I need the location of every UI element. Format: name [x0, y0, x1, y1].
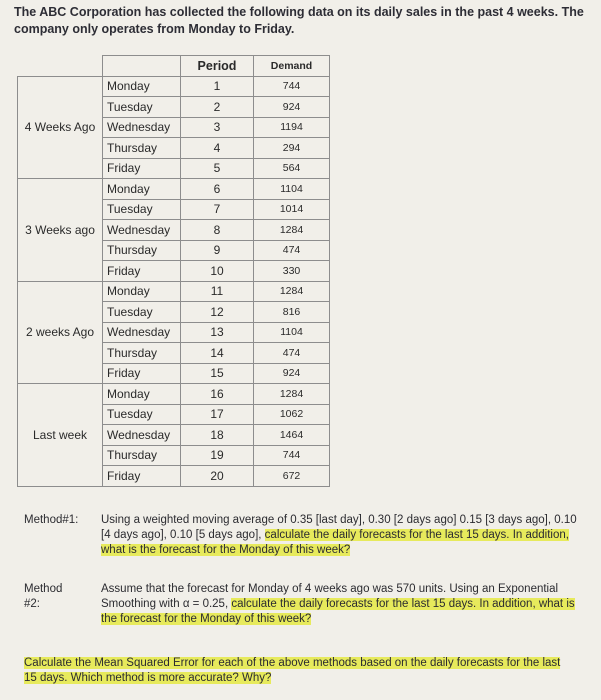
period-cell: 9 — [181, 240, 254, 261]
period-cell: 7 — [181, 199, 254, 220]
demand-cell: 294 — [254, 138, 330, 159]
day-cell: Monday — [103, 281, 181, 302]
period-cell: 18 — [181, 425, 254, 446]
day-cell: Tuesday — [103, 404, 181, 425]
day-cell: Monday — [103, 384, 181, 405]
day-cell: Wednesday — [103, 322, 181, 343]
period-cell: 3 — [181, 117, 254, 138]
day-cell: Monday — [103, 179, 181, 200]
demand-cell: 924 — [254, 363, 330, 384]
day-cell: Wednesday — [103, 220, 181, 241]
demand-cell: 1284 — [254, 281, 330, 302]
day-cell: Wednesday — [103, 425, 181, 446]
day-cell: Friday — [103, 158, 181, 179]
period-cell: 10 — [181, 261, 254, 282]
final-question-text: Calculate the Mean Squared Error for each of the above methods based on the daily forecasts for the last 15 days. Which method is more accurate? Why? — [24, 657, 561, 684]
day-cell: Thursday — [103, 343, 181, 364]
demand-cell: 1464 — [254, 425, 330, 446]
demand-cell: 1194 — [254, 117, 330, 138]
group-label: Last week — [18, 384, 103, 487]
table-header-row — [18, 56, 330, 77]
header-demand: Demand — [254, 56, 330, 77]
table-row — [18, 384, 330, 405]
demand-cell: 1104 — [254, 179, 330, 200]
demand-cell: 564 — [254, 158, 330, 179]
method1-text — [101, 513, 581, 558]
method1-label: Method#1: — [24, 514, 79, 526]
method2-label: Method #2: — [24, 583, 63, 610]
method2-text-plain: Assume that the forecast for Monday of 4 weeks ago was 570 units. Using an Exponential Smoothing with α = 0.25, — [101, 583, 559, 610]
period-cell: 8 — [181, 220, 254, 241]
period-cell: 20 — [181, 466, 254, 487]
demand-cell: 1062 — [254, 404, 330, 425]
group-label: 3 Weeks ago — [18, 179, 103, 282]
demand-cell: 924 — [254, 97, 330, 118]
method2-text — [101, 582, 581, 627]
demand-cell: 474 — [254, 343, 330, 364]
period-cell: 2 — [181, 97, 254, 118]
table-row — [18, 76, 330, 97]
table-row — [18, 281, 330, 302]
period-cell: 11 — [181, 281, 254, 302]
day-cell: Tuesday — [103, 199, 181, 220]
method1-text-plain: Using a weighted moving average of 0.35 [last day], 0.30 [2 days ago] 0.15 [3 days ago], 0.10 [4 days ago], 0.10 [5 days ago], — [101, 514, 577, 541]
demand-cell: 1104 — [254, 322, 330, 343]
day-cell: Thursday — [103, 138, 181, 159]
header-blank-group — [18, 56, 103, 77]
demand-cell: 744 — [254, 76, 330, 97]
day-cell: Tuesday — [103, 302, 181, 323]
group-label: 2 weeks Ago — [18, 281, 103, 384]
demand-cell: 672 — [254, 466, 330, 487]
intro-paragraph: The ABC Corporation has collected the following data on its daily sales in the past 4 weeks. The company only operates from Monday to Friday. — [14, 5, 584, 36]
demand-cell: 816 — [254, 302, 330, 323]
period-cell: 15 — [181, 363, 254, 384]
period-cell: 12 — [181, 302, 254, 323]
header-period: Period — [181, 56, 254, 77]
method1-text-highlight: calculate the daily forecasts for the last 15 days. In addition, what is the forecast for the Monday of this week? — [101, 529, 569, 556]
header-blank-day — [103, 56, 181, 77]
period-cell: 16 — [181, 384, 254, 405]
demand-cell: 474 — [254, 240, 330, 261]
period-cell: 1 — [181, 76, 254, 97]
period-cell: 14 — [181, 343, 254, 364]
demand-cell: 1014 — [254, 199, 330, 220]
day-cell: Thursday — [103, 240, 181, 261]
period-cell: 13 — [181, 322, 254, 343]
table-row — [18, 179, 330, 200]
day-cell: Wednesday — [103, 117, 181, 138]
final-question — [24, 656, 572, 686]
sales-table — [17, 55, 330, 487]
period-cell: 19 — [181, 445, 254, 466]
demand-cell: 1284 — [254, 220, 330, 241]
day-cell: Friday — [103, 466, 181, 487]
day-cell: Monday — [103, 76, 181, 97]
period-cell: 17 — [181, 404, 254, 425]
group-label: 4 Weeks Ago — [18, 76, 103, 179]
period-cell: 6 — [181, 179, 254, 200]
day-cell: Tuesday — [103, 97, 181, 118]
day-cell: Friday — [103, 363, 181, 384]
method2-text-highlight: calculate the daily forecasts for the last 15 days. In addition, what is the forecast for the Monday of this week? — [101, 598, 575, 625]
day-cell: Thursday — [103, 445, 181, 466]
day-cell: Friday — [103, 261, 181, 282]
demand-cell: 744 — [254, 445, 330, 466]
demand-cell: 1284 — [254, 384, 330, 405]
period-cell: 4 — [181, 138, 254, 159]
demand-cell: 330 — [254, 261, 330, 282]
table-body — [18, 76, 330, 486]
period-cell: 5 — [181, 158, 254, 179]
